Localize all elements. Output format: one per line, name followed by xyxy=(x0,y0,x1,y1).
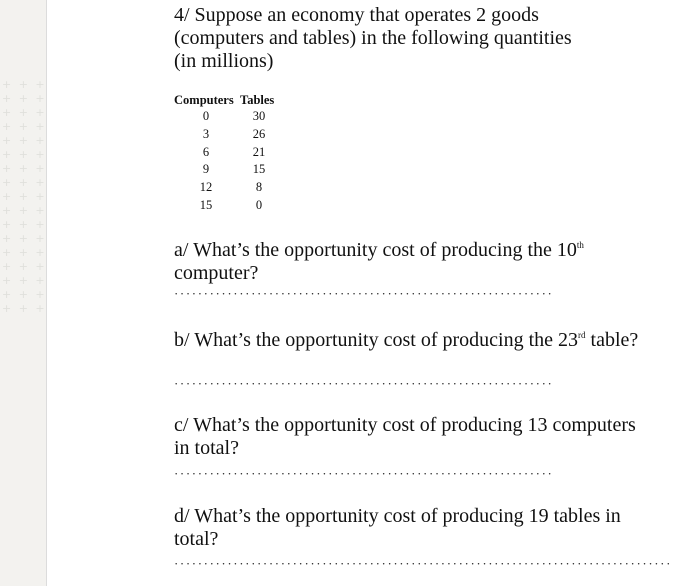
table-row xyxy=(174,161,280,179)
computers-cell: 9 xyxy=(202,162,210,177)
question-b-text: b/ What’s the opportunity cost of producing the 23 xyxy=(174,329,579,351)
decorative-plus-pattern: + + + + + + + + + + + + + + + + + + + + + + + + + + + + + + + + + + + + + + + + + + + + + + + + + + + xyxy=(2,78,47,315)
question-d: d/ What’s the opportunity cost of producing 19 tables in total? xyxy=(174,505,621,550)
question-a-tail: computer? xyxy=(174,262,259,284)
question-b-superscript: rd xyxy=(578,330,586,340)
question-a-text: a/ What’s the opportunity cost of producing the 10 xyxy=(174,239,577,261)
tables-cell: 21 xyxy=(252,144,266,159)
column-header-tables: Tables xyxy=(240,93,275,107)
tables-cell: 30 xyxy=(252,109,266,123)
computers-cell: 12 xyxy=(199,180,213,195)
answer-line-d[interactable]: ···················································································· xyxy=(174,556,673,571)
tables-cell: 8 xyxy=(255,180,263,195)
table-row xyxy=(174,144,280,162)
question-b xyxy=(174,324,644,352)
answer-line-c[interactable]: ································································ xyxy=(174,466,554,481)
computers-cell: 0 xyxy=(202,109,210,123)
question-c: c/ What’s the opportunity cost of producing 13 computers in total? xyxy=(174,414,636,459)
table-row xyxy=(174,179,280,197)
question-a-superscript: th xyxy=(576,240,584,250)
table-row xyxy=(174,197,280,215)
production-table xyxy=(174,92,280,215)
table-header-row xyxy=(174,92,280,108)
table-row xyxy=(174,108,280,126)
table-row xyxy=(174,126,280,144)
left-margin-panel xyxy=(0,0,47,586)
answer-line-b[interactable]: ································································ xyxy=(174,376,554,391)
answer-line-a[interactable]: ································································ xyxy=(174,286,554,301)
tables-cell: 15 xyxy=(252,162,266,177)
question-b-tail: table? xyxy=(585,329,639,351)
question-a xyxy=(174,234,644,285)
computers-cell: 6 xyxy=(202,144,210,159)
computers-cell: 15 xyxy=(199,197,213,212)
computers-cell: 3 xyxy=(202,126,210,141)
tables-cell: 0 xyxy=(255,197,263,212)
column-header-computers: Computers xyxy=(174,93,234,107)
question-header: 4/ Suppose an economy that operates 2 goods (computers and tables) in the following quantities (in millions) xyxy=(174,4,572,72)
tables-cell: 26 xyxy=(252,126,266,141)
